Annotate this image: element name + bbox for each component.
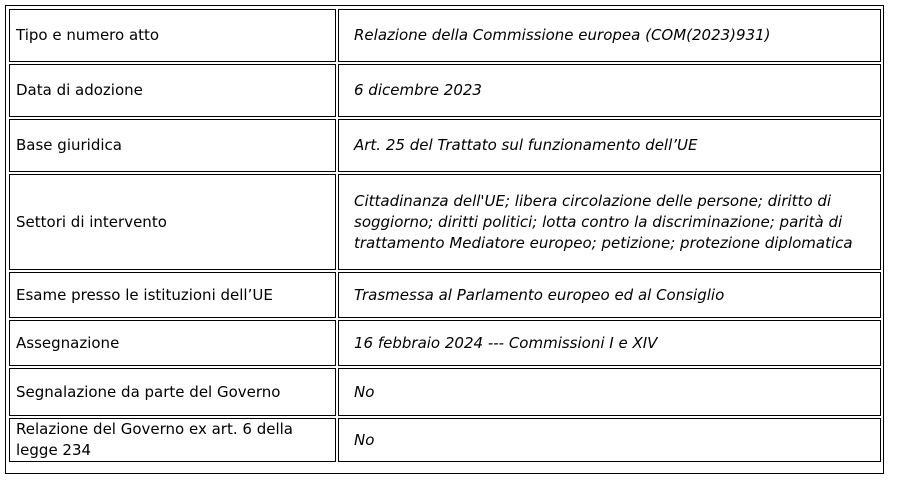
table-row xyxy=(9,272,881,318)
row-value: No xyxy=(338,368,881,416)
row-label: Base giuridica xyxy=(9,119,336,172)
row-value: Art. 25 del Trattato sul funzionamento dell’UE xyxy=(338,119,881,172)
table-row xyxy=(9,119,881,172)
table-row xyxy=(9,174,881,270)
row-value: Cittadinanza dell'UE; libera circolazione delle persone; diritto di soggiorno; diritti politici; lotta contro la discriminazione; parità di trattamento Mediatore europeo; petizione; protezione diplomatica xyxy=(338,174,881,270)
row-label: Data di adozione xyxy=(9,64,336,117)
row-value: 6 dicembre 2023 xyxy=(338,64,881,117)
row-label: Segnalazione da parte del Governo xyxy=(9,368,336,416)
table-row xyxy=(9,418,881,462)
row-value: Relazione della Commissione europea (COM(2023)931) xyxy=(338,9,881,62)
row-label: Tipo e numero atto xyxy=(9,9,336,62)
row-label: Esame presso le istituzioni dell’UE xyxy=(9,272,336,318)
table-row xyxy=(9,368,881,416)
row-label: Assegnazione xyxy=(9,320,336,366)
table-row xyxy=(9,320,881,366)
row-value: 16 febbraio 2024 --- Commissioni I e XIV xyxy=(338,320,881,366)
row-label: Settori di intervento xyxy=(9,174,336,270)
row-value: Trasmessa al Parlamento europeo ed al Consiglio xyxy=(338,272,881,318)
row-label: Relazione del Governo ex art. 6 della legge 234 xyxy=(9,418,336,462)
table-row xyxy=(9,64,881,117)
act-info-table xyxy=(9,9,881,462)
table-row xyxy=(9,9,881,62)
row-value: No xyxy=(338,418,881,462)
